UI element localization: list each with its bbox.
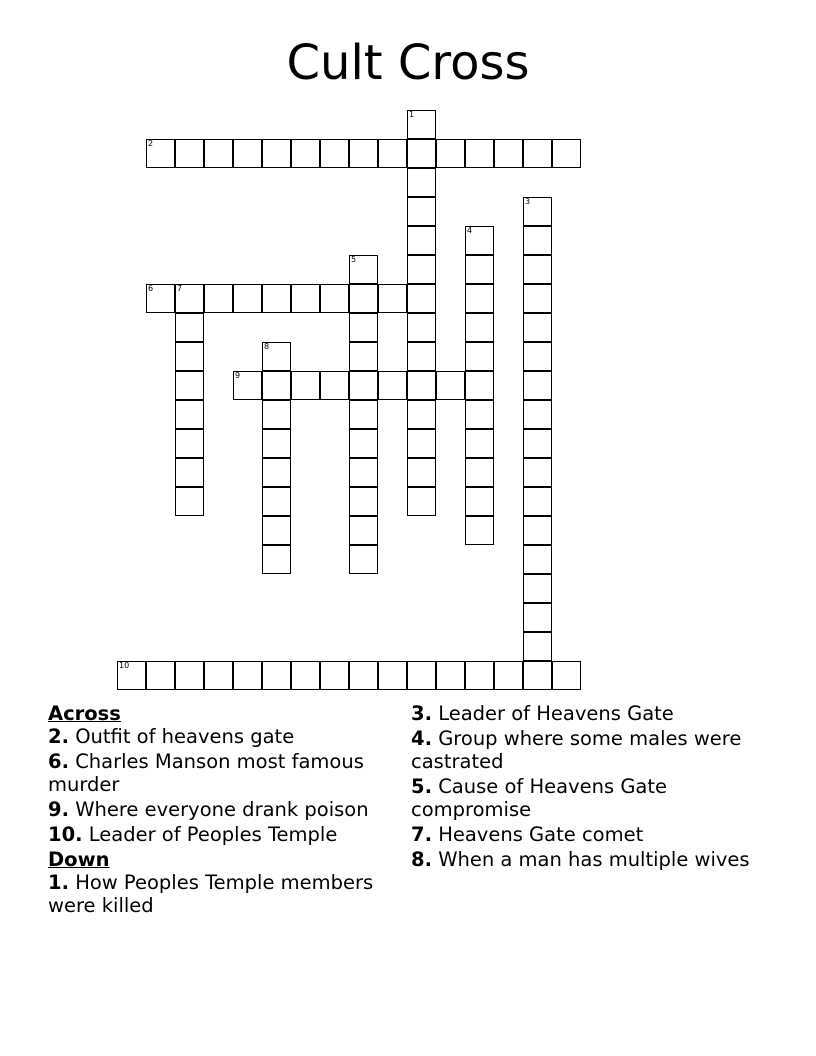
grid-cell[interactable]: [494, 139, 523, 168]
grid-cell[interactable]: [407, 255, 436, 284]
grid-cell[interactable]: [175, 284, 204, 313]
grid-cell[interactable]: [465, 255, 494, 284]
grid-cell[interactable]: [262, 400, 291, 429]
grid-cell[interactable]: [233, 661, 262, 690]
grid-cell[interactable]: [262, 545, 291, 574]
grid-cell[interactable]: [349, 284, 378, 313]
grid-cell[interactable]: [523, 458, 552, 487]
grid-cell[interactable]: [378, 371, 407, 400]
grid-cell[interactable]: [204, 661, 233, 690]
grid-cell[interactable]: [407, 487, 436, 516]
grid-cell[interactable]: [262, 661, 291, 690]
grid-cell[interactable]: [552, 139, 581, 168]
grid-cell[interactable]: [523, 197, 552, 226]
grid-cell[interactable]: [523, 284, 552, 313]
grid-cell[interactable]: [523, 632, 552, 661]
grid-cell[interactable]: [523, 487, 552, 516]
grid-cell[interactable]: [320, 139, 349, 168]
grid-cell[interactable]: [262, 371, 291, 400]
down-heading: Down: [48, 848, 110, 871]
grid-cell[interactable]: [407, 458, 436, 487]
grid-cell[interactable]: [262, 342, 291, 371]
cell-number: 4: [467, 226, 473, 235]
page-title: Cult Cross: [286, 35, 530, 91]
grid-cell[interactable]: [436, 661, 465, 690]
grid-cell[interactable]: [523, 400, 552, 429]
grid-cell[interactable]: [523, 429, 552, 458]
grid-cell[interactable]: [407, 313, 436, 342]
grid-cell[interactable]: [407, 226, 436, 255]
grid-cell[interactable]: [291, 661, 320, 690]
grid-cell[interactable]: [233, 284, 262, 313]
grid-cell[interactable]: [523, 661, 552, 690]
cell-number: 6: [148, 284, 154, 293]
grid-cell[interactable]: [465, 487, 494, 516]
grid-cell[interactable]: [465, 342, 494, 371]
grid-cell[interactable]: [146, 661, 175, 690]
grid-cell[interactable]: [523, 371, 552, 400]
grid-cell[interactable]: [349, 458, 378, 487]
clue-across-10: 10. Leader of Peoples Temple: [48, 823, 338, 846]
grid-cell[interactable]: [320, 371, 349, 400]
grid-cell[interactable]: [523, 603, 552, 632]
grid-cell[interactable]: [407, 400, 436, 429]
grid-cell[interactable]: [465, 284, 494, 313]
grid-cell[interactable]: [407, 429, 436, 458]
grid-cell[interactable]: [175, 429, 204, 458]
grid-cell[interactable]: [262, 458, 291, 487]
grid-cell[interactable]: [465, 371, 494, 400]
grid-cell[interactable]: [262, 284, 291, 313]
grid-cell[interactable]: [175, 458, 204, 487]
grid-cell[interactable]: [233, 371, 262, 400]
grid-cell[interactable]: [233, 139, 262, 168]
grid-cell[interactable]: [175, 661, 204, 690]
cell-number: 9: [235, 371, 241, 380]
grid-cell[interactable]: [523, 545, 552, 574]
clue-across-2: 2. Outfit of heavens gate: [48, 725, 295, 748]
grid-cell[interactable]: [262, 487, 291, 516]
grid-cell[interactable]: [465, 400, 494, 429]
across-heading: Across: [48, 702, 121, 725]
cell-number: 3: [525, 197, 531, 206]
grid-cell[interactable]: [465, 139, 494, 168]
grid-cell[interactable]: [378, 284, 407, 313]
grid-cell[interactable]: [523, 574, 552, 603]
grid-cell[interactable]: [291, 284, 320, 313]
grid-cell[interactable]: [175, 139, 204, 168]
grid-cell[interactable]: [494, 661, 523, 690]
grid-cell[interactable]: [407, 661, 436, 690]
grid-cell[interactable]: [523, 255, 552, 284]
clue-down-8: 8. When a man has multiple wives: [411, 848, 750, 871]
grid-cell[interactable]: [349, 255, 378, 284]
grid-cell[interactable]: [436, 139, 465, 168]
grid-cell[interactable]: [204, 139, 233, 168]
cell-number: 7: [177, 284, 183, 293]
grid-cell[interactable]: [407, 197, 436, 226]
grid-cell[interactable]: [465, 516, 494, 545]
grid-cell[interactable]: [320, 661, 349, 690]
grid-cell[interactable]: [523, 516, 552, 545]
grid-cell[interactable]: [349, 313, 378, 342]
cell-number: 5: [351, 255, 357, 264]
grid-cell[interactable]: [523, 313, 552, 342]
grid-cell[interactable]: [262, 139, 291, 168]
grid-cell[interactable]: [349, 342, 378, 371]
grid-cell[interactable]: [349, 545, 378, 574]
clues-column-right: [411, 702, 756, 873]
grid-cell[interactable]: [320, 284, 349, 313]
grid-cell[interactable]: [552, 661, 581, 690]
grid-cell[interactable]: [465, 226, 494, 255]
grid-cell[interactable]: [349, 516, 378, 545]
grid-cell[interactable]: [175, 313, 204, 342]
grid-cell[interactable]: [407, 110, 436, 139]
grid-cell[interactable]: [407, 139, 436, 168]
cell-number: 1: [409, 110, 415, 119]
grid-cell[interactable]: [407, 284, 436, 313]
grid-cell[interactable]: [117, 661, 146, 690]
grid-cell[interactable]: [262, 429, 291, 458]
grid-cell[interactable]: [407, 371, 436, 400]
grid-cell[interactable]: [349, 400, 378, 429]
clue-across-9: 9. Where everyone drank poison: [48, 798, 369, 821]
grid-cell[interactable]: [523, 226, 552, 255]
grid-cell[interactable]: [436, 371, 465, 400]
grid-cell[interactable]: [146, 284, 175, 313]
clues-column-left: [48, 702, 393, 919]
grid-cell[interactable]: [262, 516, 291, 545]
grid-cell[interactable]: [465, 661, 494, 690]
cell-number: 8: [264, 342, 270, 351]
grid-cell[interactable]: [349, 371, 378, 400]
clue-down-3: 3. Leader of Heavens Gate: [411, 702, 674, 725]
clue-down-4: 4. Group where some males were castrated: [411, 727, 742, 773]
clue-across-6: 6. Charles Manson most famous murder: [48, 750, 364, 796]
clue-down-1: 1. How Peoples Temple members were killed: [48, 871, 374, 917]
grid-cell[interactable]: [349, 487, 378, 516]
grid-cell[interactable]: [407, 342, 436, 371]
grid-cell[interactable]: [175, 487, 204, 516]
grid-cell[interactable]: [175, 342, 204, 371]
grid-cell[interactable]: [465, 458, 494, 487]
grid-cell[interactable]: [407, 168, 436, 197]
clue-down-5: 5. Cause of Heavens Gate compromise: [411, 775, 668, 821]
grid-cell[interactable]: [465, 313, 494, 342]
grid-cell[interactable]: [349, 429, 378, 458]
grid-cell[interactable]: [291, 371, 320, 400]
grid-cell[interactable]: [349, 139, 378, 168]
grid-cell[interactable]: [175, 371, 204, 400]
grid-cell[interactable]: [349, 661, 378, 690]
clue-down-7: 7. Heavens Gate comet: [411, 823, 644, 846]
grid-cell[interactable]: [523, 342, 552, 371]
grid-cell[interactable]: [175, 400, 204, 429]
grid-cell[interactable]: [378, 139, 407, 168]
grid-cell[interactable]: [523, 139, 552, 168]
cell-number: 2: [148, 139, 154, 148]
grid-cell[interactable]: [204, 284, 233, 313]
cell-number: 10: [119, 661, 130, 670]
grid-cell[interactable]: [378, 661, 407, 690]
grid-cell[interactable]: [146, 139, 175, 168]
grid-cell[interactable]: [465, 429, 494, 458]
grid-cell[interactable]: [291, 139, 320, 168]
